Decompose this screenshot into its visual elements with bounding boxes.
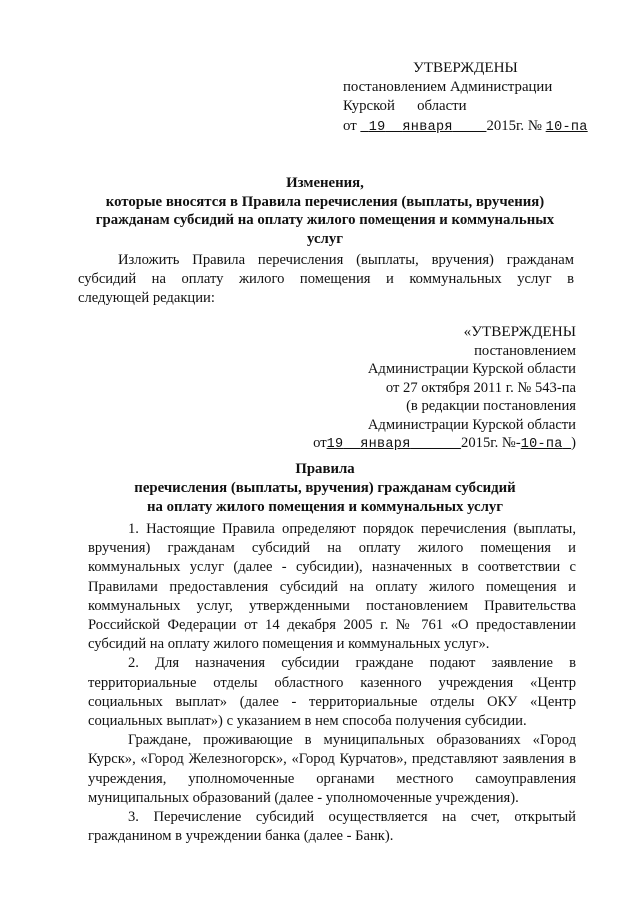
handwritten-date: 19 января: [326, 437, 411, 452]
changes-title: Изменения, которые вносятся в Правила перечисления (выплаты, вручения) гражданам субсидий на оплату жилого помещения и коммунальных услуг: [95, 175, 555, 248]
handwritten-date: 19 января: [368, 119, 453, 135]
intro-paragraph: Изложить Правила перечисления (выплаты, вручения) гражданам субсидий на оплату жилого помещения и коммунальных услуг в следующей редакции:: [78, 252, 574, 306]
paragraph: 2. Для назначения субсидии граждане подают заявление в территориальные отделы областного казенного учреждения «Центр социальных выплат» (далее - территориальные отделы ОКУ «Центр социальных выплат») с указанием в нем способа получения субсидии.: [88, 655, 576, 730]
rules-body: [88, 520, 576, 846]
approval-line: постановлением Администрации: [343, 78, 553, 95]
approval-date-line: от19 января 2015г. №-10-па ): [313, 435, 576, 452]
handwritten-number: 10-па: [545, 119, 588, 135]
paragraph: 3. Перечисление субсидий осуществляется на счет, открытый гражданином в учреждении банка (далее - Банк).: [88, 809, 576, 845]
approval-title: «УТВЕРЖДЕНЫ: [463, 323, 576, 340]
approval-header: [343, 58, 593, 137]
handwritten-number: 10-па: [520, 437, 563, 452]
approval-region: Курской области: [343, 98, 467, 114]
paragraph: Граждане, проживающие в муниципальных образованиях «Город Курск», «Город Железногорск», «Город Курчатов», представляют заявления в учреждения, уполномоченные органами местного самоуправления муниципальных образований (далее - уполномоченные учреждения).: [88, 732, 576, 806]
approval-title: УТВЕРЖДЕНЫ: [413, 59, 518, 76]
approval-header-edition: «УТВЕРЖДЕНЫ постановлением Администрации Курской области от 27 октября 2011 г. № 543-па (в редакции постановления Администрации Курской области от19 января 2015г. №-10-па ): [300, 323, 576, 455]
paragraph: 1. Настоящие Правила определяют порядок перечисления (выплаты, вручения) гражданам субсидий на оплату жилого помещения и коммунальных услуг (далее - субсидии), назначенных в соответствии с Правилами предоставления субсидий на оплату жилого помещения и коммунальных услуг, утвержденными постановлением Правительства Российской Федерации от 14 декабря 2005 г. № 761 «О предоставлении субсидий на оплату жилого помещения и коммунальных услуг».: [88, 521, 576, 653]
approval-date-line: от 19 января 2015г. № 10-па: [343, 117, 588, 135]
rules-title: Правила перечисления (выплаты, вручения) гражданам субсидий на оплату жилого помещения и коммунальных услуг: [134, 461, 516, 515]
